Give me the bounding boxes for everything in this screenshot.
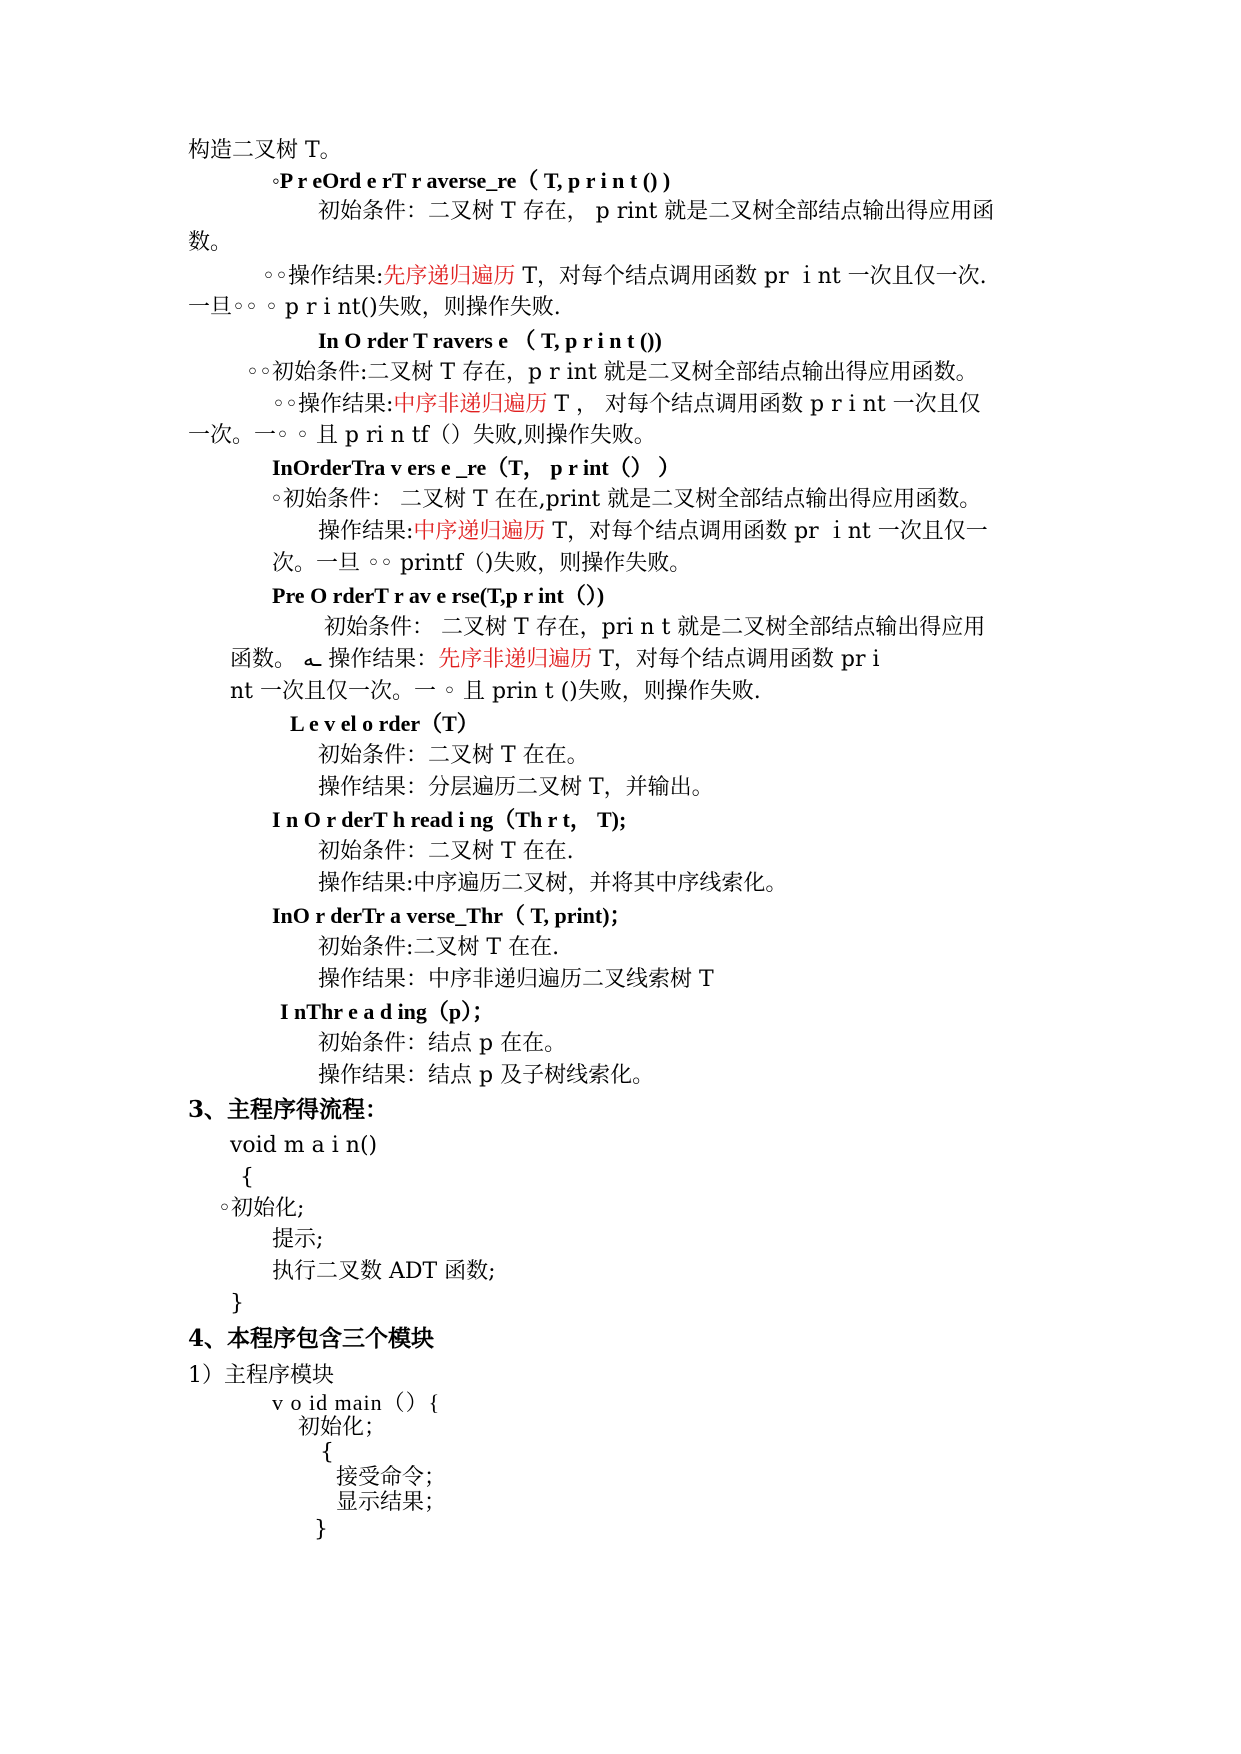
code-line: 执行二叉数 ADT 函数; — [272, 1259, 496, 1284]
function-heading: L e v el o rder（T） — [290, 711, 479, 736]
text-line: 数。 — [188, 230, 233, 255]
text-line — [262, 262, 987, 292]
text-span: T，对每个结点调用函数 pr ｉnt 一次且仅一 — [545, 519, 988, 544]
text-span: T，对每个结点调用函数 pr ｉnt 一次且仅一次. — [515, 264, 987, 289]
highlight-text: 先序非递归遍历 — [438, 647, 593, 672]
function-heading: I n O r derT h read i ng（Th r t， T); — [272, 807, 627, 832]
function-heading: InO r derTr a verse_Thr（ T, print)； — [272, 903, 632, 928]
function-heading: ◦P r eOrd e rT r averse_re（ T, p r i n t () ) — [272, 168, 671, 193]
text-line — [272, 390, 981, 420]
text-span: T，对每个结点调用函数 pr i — [592, 647, 880, 672]
highlight-text: 先序递归遍历 — [383, 264, 516, 289]
text-line: 初始条件： 二叉树 T 存在，pri n t 就是二叉树全部结点输出得应用 — [324, 615, 986, 640]
section-heading: 4、本程序包含三个模块 — [188, 1325, 435, 1352]
text-span: 函数。 ـه 操作结果： — [230, 647, 439, 672]
text-line: 1）主程序模块 — [188, 1363, 334, 1388]
text-line: ◦初始条件： 二叉树 T 在在,print 就是二叉树全部结点输出得应用函数。 — [270, 487, 982, 512]
text-span: T ， 对每个结点调用函数 p r i nt 一次且仅 — [547, 392, 981, 417]
text-line: 操作结果：结点 p 及子树线索化。 — [318, 1063, 655, 1088]
text-span: 操作结果: — [318, 519, 414, 544]
text-line: 初始条件:二叉树 T 在在. — [318, 935, 560, 960]
code-line: } — [314, 1517, 328, 1542]
text-line: 初始条件：二叉树 T 在在. — [318, 839, 574, 864]
code-line: 初始化； — [298, 1415, 387, 1440]
function-heading: In O rder T ravers e （ T, p r i n t ()) — [318, 328, 662, 353]
function-heading: InOrderTra v ers e _re（T， p r int（） ） — [272, 455, 681, 480]
text-span: ◦◦操作结果: — [262, 264, 384, 289]
section-heading: 3、主程序得流程： — [188, 1096, 389, 1123]
code-line: { — [320, 1440, 334, 1465]
code-line: ◦初始化; — [218, 1196, 305, 1221]
text-line: ◦◦初始条件:二叉树 T 存在，p r int 就是二叉树全部结点输出得应用函数。 — [246, 360, 978, 385]
text-line: 一次。一◦ ◦ 且 p ri n tf（）失败,则操作失败。 — [188, 423, 656, 448]
highlight-text: 中序递归遍历 — [413, 519, 546, 544]
text-line: 初始条件：结点 p 在在。 — [318, 1031, 567, 1056]
text-line: 操作结果：分层遍历二叉树 T，并输出。 — [318, 775, 714, 800]
text-line: 初始条件：二叉树 T 存在， p rint 就是二叉树全部结点输出得应用函 — [318, 199, 995, 224]
highlight-text: 中序非递归遍历 — [393, 392, 548, 417]
function-heading: Pre O rderT r av e rse(T,p r int（）) — [272, 583, 605, 608]
text-line — [318, 517, 988, 547]
text-line: 构造二叉树 T。 — [188, 138, 342, 163]
text-line: 初始条件：二叉树 T 在在。 — [318, 743, 589, 768]
code-line: { — [240, 1165, 254, 1190]
code-line: 显示结果； — [336, 1490, 447, 1515]
text-line: nt 一次且仅一次。一 ◦ 且 prin t ()失败，则操作失败. — [230, 679, 761, 704]
text-line: 一旦◦◦ ◦ p r i nt()失败，则操作失败. — [188, 295, 561, 320]
code-line: v o id main（）{ — [272, 1390, 441, 1415]
text-line: 操作结果：中序非递归遍历二叉线索树 T — [318, 967, 714, 992]
text-line: 次。一旦 ◦◦ printf（)失败，则操作失败。 — [272, 551, 692, 576]
function-heading: I nThr e a d ing（p）； — [280, 999, 495, 1024]
code-line: 接受命令； — [336, 1465, 447, 1490]
code-line: void m a i n() — [230, 1133, 378, 1158]
text-span: ◦◦操作结果: — [272, 392, 394, 417]
text-line — [230, 645, 880, 675]
code-line: } — [230, 1291, 244, 1316]
text-line: 操作结果:中序遍历二叉树，并将其中序线索化。 — [318, 871, 788, 896]
code-line: 提示; — [272, 1227, 324, 1252]
